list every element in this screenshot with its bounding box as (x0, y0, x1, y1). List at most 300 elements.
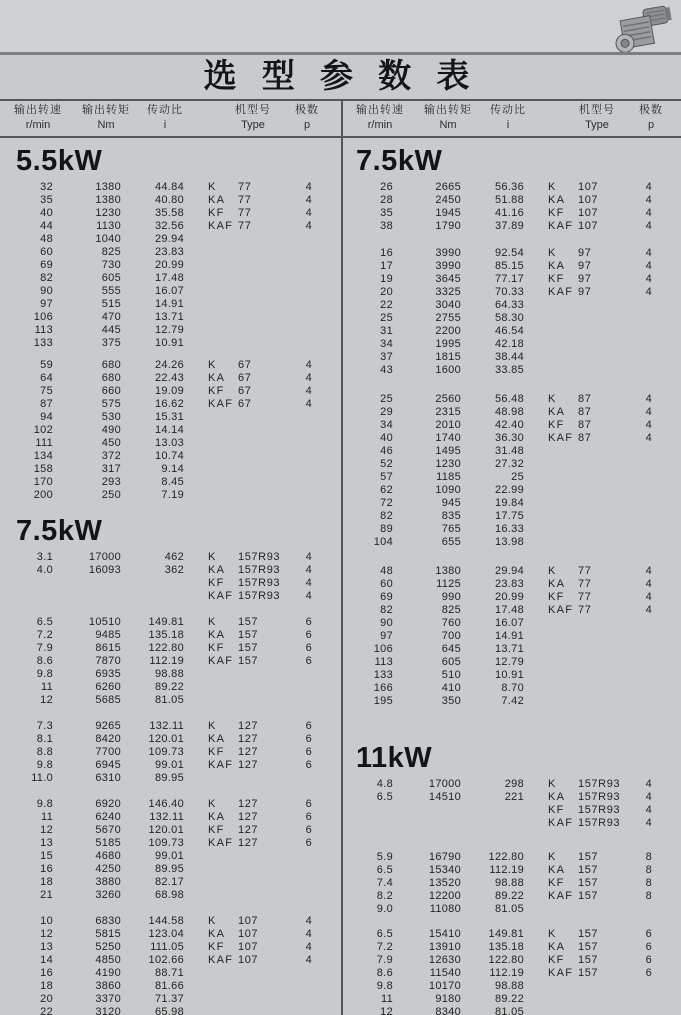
cell-poles (298, 463, 312, 476)
cell-output-torque: 1790 (435, 220, 461, 232)
cell-output-torque: 3880 (95, 876, 121, 888)
power-section (0, 502, 341, 1015)
cell-type-model: 77 (578, 591, 592, 603)
table-row (340, 536, 681, 549)
cell-output-speed: 8.8 (36, 746, 53, 758)
cell-poles (638, 299, 652, 312)
ratio-series-block (0, 616, 341, 707)
cell-output-torque: 605 (441, 656, 461, 668)
cell-type-prefix (184, 324, 238, 337)
cell-poles: 4 (305, 398, 312, 410)
table-row (0, 424, 341, 437)
cell-type-model (578, 445, 638, 458)
cell-type-prefix (184, 967, 238, 980)
cell-output-speed: 82 (380, 510, 393, 522)
cell-ratio: 112.19 (489, 967, 524, 979)
cell-output-torque: 10510 (88, 616, 121, 628)
cell-poles: 4 (645, 194, 652, 206)
column-header-unit: Nm (97, 119, 115, 131)
cell-type-prefix: KAF (208, 759, 234, 771)
cell-type-model (238, 863, 298, 876)
cell-poles (638, 458, 652, 471)
cell-type-prefix (184, 259, 238, 272)
cell-type-model (238, 489, 298, 502)
cell-ratio: 29.94 (154, 233, 184, 245)
cell-type-prefix: KA (208, 928, 226, 940)
cell-ratio: 99.01 (154, 759, 184, 771)
cell-type-prefix: K (548, 851, 557, 863)
table-row (340, 286, 681, 299)
cell-output-torque: 375 (101, 337, 121, 349)
cell-type-model: 77 (238, 194, 252, 206)
cell-type-prefix: KF (548, 804, 565, 816)
cell-type-prefix (184, 772, 238, 785)
cell-ratio: 89.95 (154, 863, 184, 875)
cell-type-prefix: KAF (208, 655, 234, 667)
cell-type-prefix (524, 630, 578, 643)
cell-type-prefix (184, 876, 238, 889)
cell-poles (638, 630, 652, 643)
cell-type-model (578, 325, 638, 338)
ratio-series-block (0, 359, 341, 502)
table-row (340, 791, 681, 804)
table-column-left (0, 140, 341, 1015)
table-row (0, 980, 341, 993)
cell-poles (638, 510, 652, 523)
cell-output-torque: 2200 (435, 325, 461, 337)
cell-output-speed: 102 (33, 424, 53, 436)
cell-poles (298, 772, 312, 785)
table-row (340, 312, 681, 325)
ratio-series-block (340, 393, 681, 549)
table-row (340, 967, 681, 980)
cell-output-torque: 1130 (96, 220, 121, 232)
cell-ratio: 32.56 (154, 220, 184, 232)
cell-poles: 4 (645, 406, 652, 418)
cell-output-speed: 11 (380, 993, 393, 1005)
cell-output-torque: 555 (101, 285, 121, 297)
cell-output-speed: 7.9 (376, 954, 393, 966)
cell-output-speed: 14 (40, 954, 53, 966)
cell-type-prefix (524, 536, 578, 549)
cell-ratio: 82.17 (154, 876, 184, 888)
cell-type-prefix (184, 285, 238, 298)
cell-ratio: 81.05 (154, 694, 184, 706)
cell-ratio: 48.98 (494, 406, 524, 418)
cell-output-speed: 59 (40, 359, 53, 371)
cell-output-torque: 16790 (428, 851, 461, 863)
cell-output-speed: 48 (40, 233, 53, 245)
cell-type-model (578, 471, 638, 484)
cell-type-model: 157R93 (238, 564, 281, 576)
cell-output-speed: 69 (380, 591, 393, 603)
table-row (0, 941, 341, 954)
cell-poles: 4 (645, 817, 652, 829)
cell-output-speed: 60 (380, 578, 393, 590)
cell-type-prefix: KA (548, 791, 566, 803)
cell-poles: 4 (305, 181, 312, 193)
cell-output-torque: 765 (441, 523, 461, 535)
cell-ratio: 22.43 (154, 372, 184, 384)
cell-poles: 4 (645, 791, 652, 803)
table-row (0, 181, 341, 194)
table-row (340, 864, 681, 877)
cell-output-torque: 13910 (428, 941, 461, 953)
cell-output-torque: 17000 (88, 551, 121, 563)
cell-output-speed: 22 (380, 299, 393, 311)
cell-output-torque: 350 (441, 695, 461, 707)
column-header-unit: r/min (25, 119, 51, 131)
cell-type-model: 107 (238, 928, 259, 940)
cell-output-speed: 31 (380, 325, 393, 337)
column-header-unit: i (163, 119, 167, 131)
power-section (340, 140, 681, 708)
cell-ratio: 68.98 (154, 889, 184, 901)
cell-type-prefix (524, 1006, 578, 1015)
cell-type-prefix (184, 437, 238, 450)
cell-output-torque: 450 (101, 437, 121, 449)
cell-type-prefix: KAF (208, 220, 234, 232)
cell-type-model (238, 876, 298, 889)
cell-poles: 6 (305, 824, 312, 836)
cell-output-torque: 7700 (95, 746, 121, 758)
cell-output-torque: 470 (101, 311, 121, 323)
table-row (340, 1006, 681, 1015)
cell-ratio: 7.42 (501, 695, 524, 707)
cell-type-prefix (184, 298, 238, 311)
cell-type-prefix (184, 272, 238, 285)
cell-type-model: 77 (238, 207, 252, 219)
cell-ratio: 7.19 (161, 489, 184, 501)
cell-poles (638, 497, 652, 510)
table-row (0, 359, 341, 372)
cell-type-model: 157R93 (578, 778, 621, 790)
cell-type-prefix: KAF (208, 837, 234, 849)
cell-output-torque: 3990 (435, 247, 461, 259)
column-header (356, 103, 404, 133)
cell-output-speed: 34 (380, 338, 393, 350)
table-row (0, 811, 341, 824)
ratio-series-block (340, 181, 681, 233)
cell-output-speed: 60 (40, 246, 53, 258)
column-header-label: 传动比 (490, 104, 526, 116)
table-row (0, 642, 341, 655)
table-row (0, 324, 341, 337)
table-row (0, 681, 341, 694)
cell-ratio: 16.07 (494, 617, 524, 629)
cell-ratio: 58.30 (494, 312, 524, 324)
cell-type-prefix (184, 337, 238, 350)
cell-type-prefix (524, 695, 578, 708)
column-header-unit: p (303, 119, 311, 131)
cell-poles (638, 523, 652, 536)
ratio-series-block (0, 181, 341, 350)
power-section (0, 140, 341, 502)
cell-poles: 4 (305, 941, 312, 953)
cell-type-prefix: KAF (548, 220, 574, 232)
cell-type-prefix: K (208, 616, 217, 628)
table-row (340, 273, 681, 286)
cell-ratio: 98.88 (494, 877, 524, 889)
table-row (340, 207, 681, 220)
cell-poles (298, 437, 312, 450)
cell-output-speed: 11.0 (31, 772, 53, 784)
table-row (0, 889, 341, 902)
cell-output-speed: 170 (33, 476, 53, 488)
cell-type-prefix: KF (208, 577, 225, 589)
cell-ratio: 36.30 (494, 432, 524, 444)
cell-ratio (461, 817, 524, 830)
table-row (0, 850, 341, 863)
cell-type-model (238, 337, 298, 350)
table-row (340, 578, 681, 591)
cell-output-torque: 835 (441, 510, 461, 522)
cell-output-speed: 62 (380, 484, 393, 496)
cell-poles: 4 (305, 359, 312, 371)
cell-poles: 6 (305, 655, 312, 667)
cell-type-prefix (524, 682, 578, 695)
cell-output-speed: 166 (373, 682, 393, 694)
cell-type-model: 157R93 (578, 817, 621, 829)
cell-type-prefix (524, 980, 578, 993)
cell-output-torque: 317 (101, 463, 121, 475)
column-header (235, 103, 271, 133)
table-row (0, 759, 341, 772)
cell-output-speed: 9.8 (376, 980, 393, 992)
cell-output-torque: 825 (441, 604, 461, 616)
cell-output-torque: 1380 (435, 565, 461, 577)
page-title: 选 型 参 数 表 (203, 57, 478, 94)
cell-poles (298, 259, 312, 272)
cell-poles (638, 445, 652, 458)
cell-type-model: 127 (238, 811, 259, 823)
cell-type-prefix: KF (208, 824, 225, 836)
cell-type-prefix: KA (548, 578, 566, 590)
cell-type-prefix: K (208, 359, 217, 371)
cell-type-model (238, 889, 298, 902)
cell-type-prefix: K (548, 393, 557, 405)
cell-type-model: 107 (578, 207, 599, 219)
cell-ratio: 89.22 (494, 890, 524, 902)
cell-output-speed: 3.1 (36, 551, 53, 563)
cell-poles: 4 (645, 260, 652, 272)
cell-type-prefix (184, 863, 238, 876)
cell-output-torque: 2315 (435, 406, 461, 418)
cell-output-torque: 445 (101, 324, 121, 336)
cell-poles: 4 (645, 207, 652, 219)
cell-type-prefix: K (548, 565, 557, 577)
cell-ratio: 111.05 (150, 941, 184, 953)
cell-poles (638, 993, 652, 1006)
cell-output-speed: 25 (380, 393, 393, 405)
cell-ratio: 14.91 (154, 298, 184, 310)
cell-type-model (578, 1006, 638, 1015)
cell-ratio: 16.62 (154, 398, 184, 410)
top-rule (0, 52, 681, 55)
cell-type-model (578, 980, 638, 993)
cell-type-prefix (524, 643, 578, 656)
cell-type-prefix (524, 617, 578, 630)
cell-ratio: 22.99 (494, 484, 524, 496)
cell-type-prefix (184, 311, 238, 324)
cell-ratio: 27.32 (494, 458, 524, 470)
cell-output-speed: 28 (380, 194, 393, 206)
cell-poles (298, 850, 312, 863)
cell-type-prefix (184, 233, 238, 246)
cell-type-prefix: KA (208, 629, 226, 641)
cell-ratio: 15.31 (154, 411, 184, 423)
cell-type-model: 67 (238, 385, 252, 397)
cell-output-torque: 3990 (435, 260, 461, 272)
cell-poles (638, 325, 652, 338)
cell-poles (638, 338, 652, 351)
cell-output-speed (0, 577, 53, 590)
table-row (340, 393, 681, 406)
cell-output-torque: 2450 (435, 194, 461, 206)
cell-type-prefix (524, 497, 578, 510)
cell-ratio: 24.26 (154, 359, 184, 371)
cell-type-model: 127 (238, 733, 259, 745)
table-row (340, 903, 681, 916)
cell-output-torque: 15410 (428, 928, 461, 940)
cell-poles: 4 (645, 578, 652, 590)
cell-output-speed: 26 (380, 181, 393, 193)
cell-type-prefix: KF (548, 207, 565, 219)
cell-poles: 4 (305, 207, 312, 219)
cell-poles (638, 617, 652, 630)
cell-type-prefix: KF (548, 419, 565, 431)
table-row (340, 565, 681, 578)
table-row (340, 445, 681, 458)
cell-type-model (578, 523, 638, 536)
gearbox-photo (610, 3, 676, 53)
cell-output-torque: 655 (441, 536, 461, 548)
table-row (340, 591, 681, 604)
table-row (0, 616, 341, 629)
cell-ratio: 120.01 (148, 824, 184, 836)
table-row (340, 695, 681, 708)
cell-ratio: 109.73 (148, 837, 184, 849)
table-row (0, 668, 341, 681)
cell-poles: 4 (305, 577, 312, 589)
cell-ratio: 17.75 (494, 510, 524, 522)
table-row (340, 617, 681, 630)
cell-output-speed: 6.5 (376, 928, 393, 940)
cell-ratio (121, 577, 184, 590)
cell-type-model (238, 324, 298, 337)
cell-output-torque: 575 (101, 398, 121, 410)
cell-output-speed: 9.8 (36, 759, 53, 771)
cell-poles: 4 (645, 393, 652, 405)
cell-poles (638, 903, 652, 916)
column-header-group-left (0, 103, 341, 136)
cell-type-model (238, 850, 298, 863)
cell-type-model: 77 (578, 604, 592, 616)
cell-output-torque: 605 (101, 272, 121, 284)
cell-type-model: 157 (578, 967, 599, 979)
power-rating-heading: 7.5kW (16, 515, 103, 547)
column-header-label: 输出转矩 (82, 104, 130, 116)
table-row (340, 299, 681, 312)
cell-poles: 4 (645, 247, 652, 259)
cell-type-prefix (184, 450, 238, 463)
cell-output-torque: 1185 (436, 471, 461, 483)
cell-type-model: 97 (578, 260, 592, 272)
table-row (0, 655, 341, 668)
cell-ratio: 8.70 (501, 682, 524, 694)
cell-output-speed: 44 (40, 220, 53, 232)
cell-output-speed (340, 804, 393, 817)
column-header-unit: Type (241, 119, 265, 131)
cell-type-prefix (184, 980, 238, 993)
cell-type-model (238, 668, 298, 681)
table-row (0, 372, 341, 385)
cell-output-torque (393, 804, 461, 817)
cell-poles: 4 (305, 915, 312, 927)
cell-ratio: 123.04 (148, 928, 184, 940)
cell-poles (298, 694, 312, 707)
cell-type-prefix (184, 850, 238, 863)
cell-type-model (238, 311, 298, 324)
cell-poles: 6 (305, 616, 312, 628)
table-row (0, 733, 341, 746)
top-margin-strip (0, 0, 681, 52)
ratio-series-block (340, 247, 681, 377)
table-row (0, 1006, 341, 1015)
table-row (0, 746, 341, 759)
cell-poles (638, 643, 652, 656)
table-row (340, 877, 681, 890)
table-row (340, 804, 681, 817)
cell-ratio: 33.85 (494, 364, 524, 376)
cell-type-prefix: KAF (548, 817, 574, 829)
cell-output-speed: 16 (40, 967, 53, 979)
cell-output-torque: 6935 (95, 668, 121, 680)
cell-ratio: 64.33 (494, 299, 524, 311)
cell-ratio: 12.79 (154, 324, 184, 336)
cell-poles: 4 (645, 804, 652, 816)
cell-poles (298, 993, 312, 1006)
cell-type-prefix (524, 338, 578, 351)
cell-type-model (578, 484, 638, 497)
cell-poles: 4 (305, 385, 312, 397)
ratio-series-block (0, 720, 341, 785)
table-row (340, 484, 681, 497)
table-row (0, 337, 341, 350)
cell-output-torque: 9265 (95, 720, 121, 732)
cell-output-speed: 72 (380, 497, 393, 509)
cell-output-torque: 3860 (95, 980, 121, 992)
cell-output-torque: 4680 (95, 850, 121, 862)
cell-type-prefix: KA (208, 194, 226, 206)
cell-output-speed: 9.0 (376, 903, 393, 915)
cell-type-model (238, 463, 298, 476)
table-row (340, 778, 681, 791)
cell-ratio: 149.81 (148, 616, 184, 628)
table-row (340, 954, 681, 967)
cell-type-model (578, 669, 638, 682)
column-header-unit: r/min (367, 119, 393, 131)
cell-poles (638, 312, 652, 325)
cell-poles: 4 (645, 432, 652, 444)
cell-type-prefix: KF (208, 385, 225, 397)
cell-output-speed: 64 (40, 372, 53, 384)
cell-type-model (578, 656, 638, 669)
cell-output-speed: 94 (40, 411, 53, 423)
cell-poles: 6 (305, 746, 312, 758)
cell-output-torque (53, 577, 121, 590)
cell-poles (638, 471, 652, 484)
